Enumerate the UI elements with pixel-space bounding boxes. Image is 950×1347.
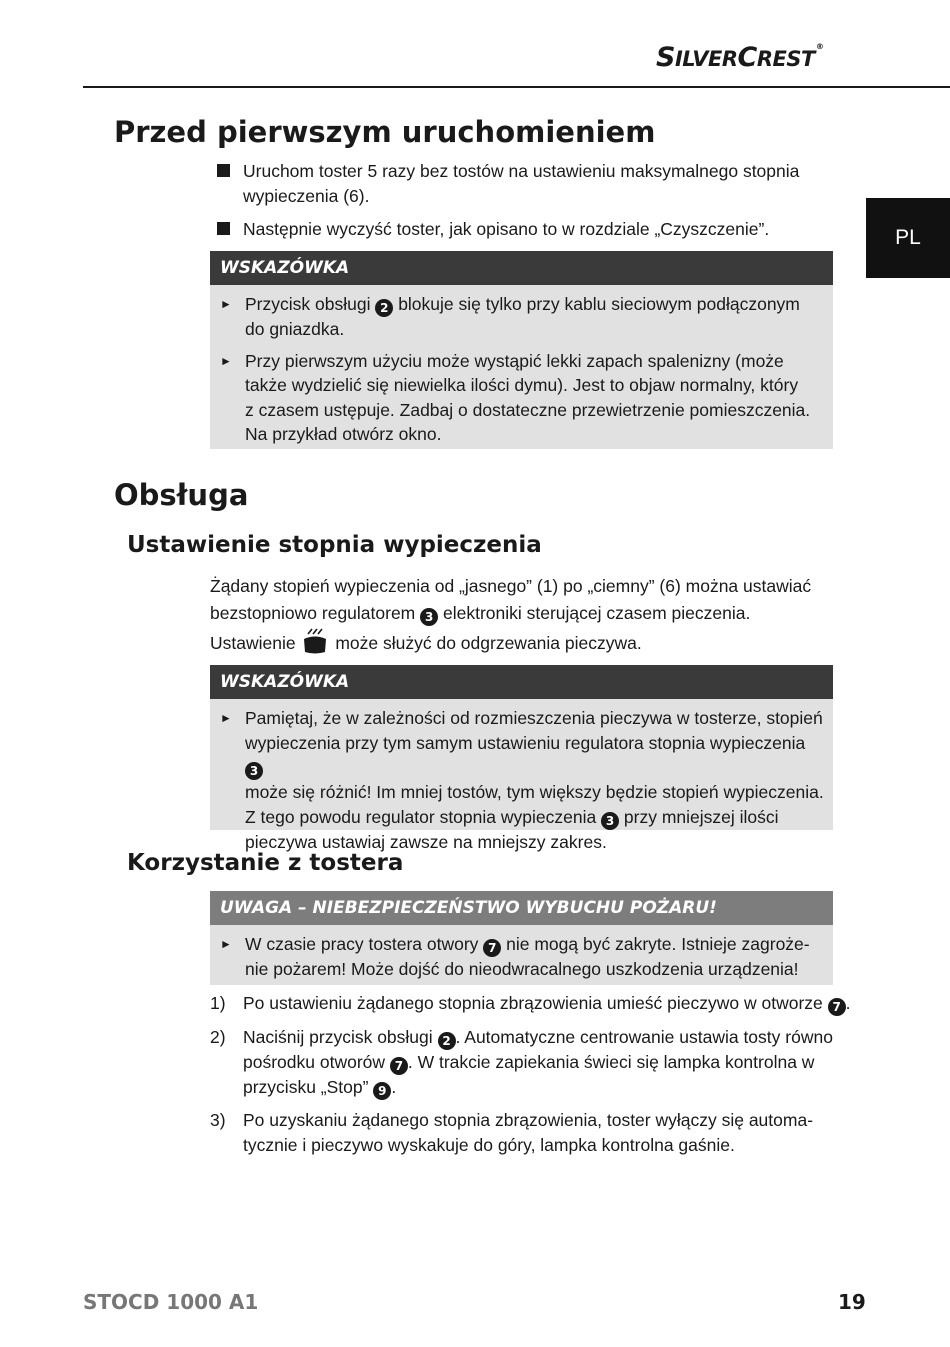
warning-item: ► W czasie pracy tostera otwory 7 nie mogą być zakryte. Istnieje zagroże- nie pożarem! Może dojść do nieodwracalnego uszkodzenia urządzenia! (220, 934, 810, 979)
arrow-icon: ► (220, 937, 232, 951)
step-text: Po ustawieniu żądanego stopnia zbrązowienia umieść pieczywo w otworze 7 . (243, 993, 851, 1014)
step-text: Naciśnij przycisk obsługi 2 . Automatyczne centrowanie ustawia tosty równo pośrodku otworów 7 . W trakcie zapiekania świeci się lampka kontrolna w przycisku „Stop” 9 . (243, 1027, 833, 1098)
header-rule (83, 86, 950, 88)
toast-warming-icon (302, 627, 328, 663)
tip-box-2 (210, 665, 833, 852)
number-badge: 7 (390, 1057, 408, 1075)
tip-item: ► Przy pierwszym użyciu może wystąpić lekki zapach spalenizny (może także wydzielić się niewielka ilości dymu). Jest to objaw normalny, który z czasem ustępuje. Zadbaj o dostateczne przewietrzenie pomieszczenia. Na przykład otwórz okno. (220, 350, 811, 444)
language-tab: PL (866, 198, 950, 278)
bullet-square (217, 164, 230, 177)
number-badge: 3 (601, 812, 619, 830)
number-badge: 7 (828, 998, 846, 1016)
browning-paragraph: Żądany stopień wypieczenia od „jasnego” (1) po „ciemny” (6) można ustawiać bezstopniowo regulatorem 3 elektroniki sterującej czasem pieczenia. Ustawienie może służyć do odgrzewania pieczywa. (210, 573, 811, 663)
tip-item: ► Pamiętaj, że w zależności od rozmieszczenia pieczywa w tosterze, stopień wypieczenia przy tym samym ustawieniu regulatora stopnia wypieczenia 3 może się różnić! Im mniej tostów, tym większy będzie stopień wypieczenia. Z tego powodu regulator stopnia wypieczenia 3 przy mniejszej ilości pieczywa ustawiaj zawsze na mniejszy zakres. (220, 708, 824, 852)
number-badge: 7 (483, 939, 501, 957)
page-number: 19 (838, 1290, 866, 1314)
number-badge: 9 (373, 1082, 391, 1100)
brand-logo: SILVERCREST® (656, 42, 824, 73)
tip-label: WSKAZÓWKA (210, 251, 833, 285)
tip-label: WSKAZÓWKA (210, 665, 833, 699)
number-badge: 3 (420, 608, 438, 626)
step-text: Po uzyskaniu żądanego stopnia zbrązowienia, toster wyłączy się automa- tycznie i pieczywo wyskakuje do góry, lampka kontrolna gaśnie. (243, 1110, 814, 1155)
arrow-icon: ► (220, 297, 232, 311)
step-number: 2) (210, 1027, 226, 1047)
warning-label: UWAGA – NIEBEZPIECZEŃSTWO WYBUCHU POŻARU! (210, 891, 833, 925)
bullet-square (217, 222, 230, 235)
bullet-text-2: Następnie wyczyść toster, jak opisano to w rozdziale „Czyszczenie”. (243, 219, 770, 239)
footer-model: STOCD 1000 A1 (83, 1290, 259, 1314)
number-badge: 2 (438, 1032, 456, 1050)
warning-box (210, 891, 833, 985)
step-number: 3) (210, 1110, 226, 1130)
section-title-operation: Obsługa (114, 478, 249, 512)
step-number: 1) (210, 993, 226, 1013)
arrow-icon: ► (220, 353, 232, 368)
tip-box-1 (210, 251, 833, 449)
number-badge: 2 (375, 299, 393, 317)
number-badge: 3 (245, 762, 263, 780)
arrow-icon: ► (220, 711, 232, 725)
subsection-title-using: Korzystanie z tostera (127, 850, 404, 876)
tip-item: ► Przycisk obsługi 2 blokuje się tylko przy kablu sieciowym podłączonym do gniazdka. (220, 294, 800, 339)
subsection-title-browning: Ustawienie stopnia wypieczenia (127, 532, 542, 558)
bullet-text-1: Uruchom toster 5 razy bez tostów na ustawieniu maksymalnego stopnia wypieczenia (6). (243, 161, 800, 206)
section-title-first-use: Przed pierwszym uruchomieniem (114, 115, 656, 149)
